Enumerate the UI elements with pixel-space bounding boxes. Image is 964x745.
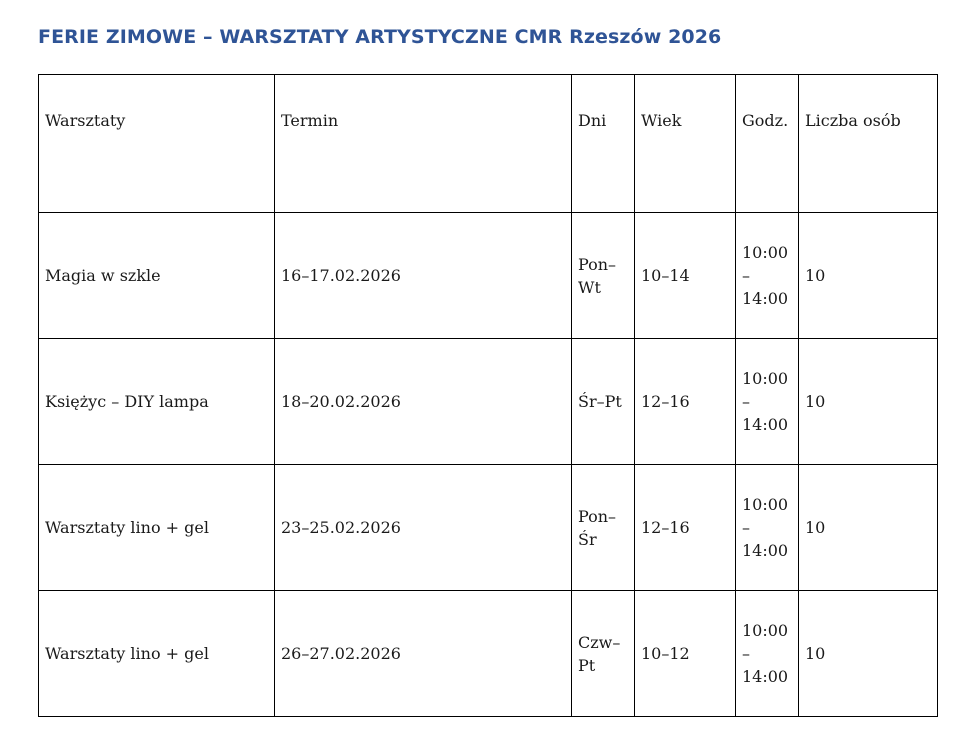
- age-cell: 12–16: [635, 339, 736, 465]
- days-line: Pon–: [578, 506, 617, 526]
- hours-line: 14:00: [742, 415, 789, 434]
- days-line: Pon–: [578, 254, 617, 274]
- days-line: Śr–Pt: [578, 392, 622, 411]
- hours-cell: [736, 591, 799, 717]
- header-cell: Termin: [275, 75, 572, 213]
- workshop-schedule-table: [38, 74, 938, 717]
- days-cell: [572, 591, 635, 717]
- header-cell: Wiek: [635, 75, 736, 213]
- table-row: [39, 339, 938, 465]
- days-cell: [572, 465, 635, 591]
- days-line: Wt: [578, 277, 601, 297]
- hours-cell: [736, 213, 799, 339]
- hours-line: –: [742, 518, 750, 537]
- table-row: [39, 465, 938, 591]
- header-cell: Liczba osób: [799, 75, 938, 213]
- hours-line: 10:00: [742, 243, 789, 262]
- age-cell: 10–14: [635, 213, 736, 339]
- hours-line: 14:00: [742, 289, 789, 308]
- count-cell: 10: [799, 591, 938, 717]
- days-cell: [572, 213, 635, 339]
- count-cell: 10: [799, 213, 938, 339]
- days-line: Śr: [578, 529, 597, 549]
- days-line: Pt: [578, 655, 596, 675]
- hours-line: –: [742, 644, 750, 663]
- age-cell: 12–16: [635, 465, 736, 591]
- hours-line: 10:00: [742, 369, 789, 388]
- workshop-name-cell: Warsztaty lino + gel: [39, 591, 275, 717]
- hours-cell: [736, 339, 799, 465]
- header-cell: Godz.: [736, 75, 799, 213]
- hours-line: 10:00: [742, 495, 789, 514]
- table-header-row: [39, 75, 938, 213]
- hours-cell: [736, 465, 799, 591]
- table-row: [39, 591, 938, 717]
- days-cell: [572, 339, 635, 465]
- header-cell: Dni: [572, 75, 635, 213]
- count-cell: 10: [799, 339, 938, 465]
- date-cell: 26–27.02.2026: [275, 591, 572, 717]
- date-cell: 16–17.02.2026: [275, 213, 572, 339]
- header-cell: Warsztaty: [39, 75, 275, 213]
- date-cell: 23–25.02.2026: [275, 465, 572, 591]
- table-row: [39, 213, 938, 339]
- hours-line: 10:00: [742, 621, 789, 640]
- workshop-name-cell: Księżyc – DIY lampa: [39, 339, 275, 465]
- hours-line: –: [742, 266, 750, 285]
- age-cell: 10–12: [635, 591, 736, 717]
- hours-line: –: [742, 392, 750, 411]
- date-cell: 18–20.02.2026: [275, 339, 572, 465]
- document-title: FERIE ZIMOWE – WARSZTATY ARTYSTYCZNE CMR Rzeszów 2026: [38, 26, 722, 48]
- workshop-name-cell: Warsztaty lino + gel: [39, 465, 275, 591]
- workshop-name-cell: Magia w szkle: [39, 213, 275, 339]
- days-line: Czw–: [578, 632, 621, 652]
- hours-line: 14:00: [742, 667, 789, 686]
- hours-line: 14:00: [742, 541, 789, 560]
- count-cell: 10: [799, 465, 938, 591]
